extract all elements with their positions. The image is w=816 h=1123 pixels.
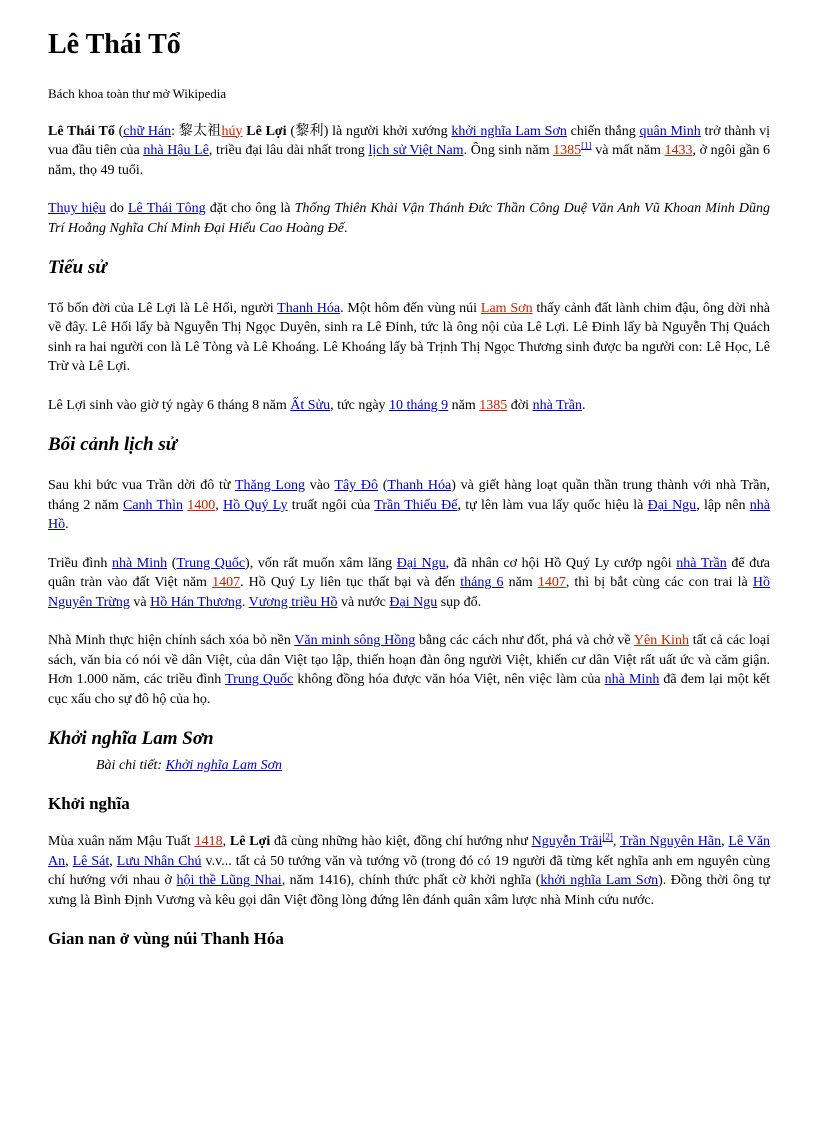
link-thanh-hoa[interactable]: Thanh Hóa bbox=[277, 300, 341, 316]
detail-note: Bài chi tiết: Khởi nghĩa Lam Sơn bbox=[96, 757, 283, 773]
link-ho-quy-ly[interactable]: Hồ Quý Ly bbox=[223, 497, 288, 513]
link-canh-thin[interactable]: Canh Thìn bbox=[122, 497, 183, 513]
link-1385-b[interactable]: 1385 bbox=[479, 397, 508, 413]
thuy-hieu-title: Thống Thiên Khải Vận Thánh Đức Thần Công Duệ Văn Anh Vũ Khoan Minh Dũng Trí Hoằng Nghĩa Chí Minh Đại Hiếu Cao Hoàng Đế bbox=[48, 201, 771, 236]
bold-le-loi-b: Lê Lợi bbox=[229, 834, 271, 850]
link-detail-khoi-nghia-lam-son[interactable]: Khởi nghĩa Lam Sơn bbox=[165, 757, 283, 773]
footnote-1[interactable]: [1] bbox=[581, 140, 592, 151]
link-1418[interactable]: 1418 bbox=[194, 834, 223, 850]
link-khoi-nghia-lam-son-b[interactable]: khởi nghĩa Lam Sơn bbox=[540, 873, 659, 889]
link-luu-nhan-chu[interactable]: Lưu Nhân Chú bbox=[116, 853, 202, 869]
boi-canh-paragraph-1: Sau khi bức vua Trần dời đô từ Thăng Long vào Tây Đô (Thanh Hóa) và giết hàng loạt quần thần trung thành với nhà Trần, tháng 2 năm Canh Thìn 1400, Hồ Quý Ly truất ngôi của Trần Thiếu Đế, tự lên làm vua lấy quốc hiệu là Đại Ngu, lập nên nhà Hồ. bbox=[48, 478, 770, 533]
link-1407-a[interactable]: 1407 bbox=[212, 575, 241, 591]
link-trung-quoc-b[interactable]: Trung Quốc bbox=[225, 672, 294, 688]
link-nguyen-trai[interactable]: Nguyễn Trãi bbox=[531, 834, 603, 850]
link-1407-b[interactable]: 1407 bbox=[537, 575, 566, 591]
tieu-su-paragraph-1: Tổ bốn đời của Lê Lợi là Lê Hối, người Thanh Hóa. Một hôm đến vùng núi Lam Sơn thấy cảnh đất lành chim đậu, ông dời nhà về đây. Lê Hối lấy bà Nguyễn Thị Ngọc Duyên, sinh ra Lê Đinh, tức là ông nội của Lê Lợi. Lê Đinh lấy bà Nguyễn Thị Quách sinh ra hai người con là Lê Tòng và Lê Khoáng. Lê Khoáng lấy bà Trịnh Thị Ngọc Thương sinh được ba người con: Lê Học, Lê Trừ và Lê Lợi. bbox=[48, 300, 770, 375]
section-heading-boi-canh: Bối cảnh lịch sử bbox=[48, 434, 178, 456]
link-lich-su-viet-nam[interactable]: lịch sử Việt Nam bbox=[368, 143, 464, 159]
link-le-sat[interactable]: Lê Sát bbox=[72, 853, 110, 869]
link-tran-thieu-de[interactable]: Trần Thiếu Đế bbox=[374, 497, 458, 513]
article bbox=[48, 28, 770, 968]
page-title: Lê Thái Tổ bbox=[48, 29, 181, 60]
bold-le-loi: Lê Lợi bbox=[246, 123, 287, 139]
intro-paragraph: Lê Thái Tổ (chữ Hán: 黎太祖húy Lê Lợi (黎利) là người khởi xướng khởi nghĩa Lam Sơn chiến thắng quân Minh trở thành vị vua đầu tiên của nhà Hậu Lê, triều đại lâu dài nhất trong lịch sử Việt Nam. Ông sinh năm 1385[1] và mất năm 1433, ở ngôi gần 6 năm, thọ 49 tuổi. bbox=[48, 123, 770, 178]
link-quan-minh[interactable]: quân Minh bbox=[639, 123, 701, 139]
link-van-minh-song-hong[interactable]: Văn minh sông Hồng bbox=[294, 633, 416, 649]
link-1433[interactable]: 1433 bbox=[664, 143, 693, 159]
link-yen-kinh[interactable]: Yên Kinh bbox=[633, 633, 689, 649]
link-ho-han-thuong[interactable]: Hồ Hán Thương bbox=[150, 594, 242, 610]
link-thuy-hieu[interactable]: Thụy hiệu bbox=[48, 201, 106, 217]
link-tay-do[interactable]: Tây Đô bbox=[334, 478, 379, 494]
link-at-suu[interactable]: Ất Sửu bbox=[290, 397, 331, 413]
link-nha-tran[interactable]: nhà Trần bbox=[532, 397, 582, 413]
link-nha-minh[interactable]: nhà Minh bbox=[111, 555, 168, 571]
link-tran-nguyen-han[interactable]: Trần Nguyên Hãn bbox=[619, 834, 722, 850]
link-dai-ngu[interactable]: Đại Ngu bbox=[647, 497, 697, 513]
link-dai-ngu-c[interactable]: Đại Ngu bbox=[389, 594, 438, 610]
link-hoi-the-lung-nhai[interactable]: hội thề Lũng Nhai bbox=[176, 873, 282, 889]
section-heading-khoi-nghia: Khởi nghĩa bbox=[48, 793, 130, 813]
link-le-thai-tong[interactable]: Lê Thái Tông bbox=[127, 201, 206, 217]
boi-canh-paragraph-2: Triều đình nhà Minh (Trung Quốc), vốn rất muốn xâm lăng Đại Ngu, đã nhân cơ hội Hồ Quý Ly cướp ngôi nhà Trần để đưa quân tràn vào đất Việt năm 1407. Hồ Quý Ly liên tục thất bại và đến tháng 6 năm 1407, thì bị bắt cùng các con trai là Hồ Nguyên Trừng và Hồ Hán Thương. Vương triều Hồ và nước Đại Ngu sụp đổ. bbox=[48, 555, 771, 610]
tieu-su-paragraph-2: Lê Lợi sinh vào giờ tý ngày 6 tháng 8 năm Ất Sửu, tức ngày 10 tháng 9 năm 1385 đời nhà Trần. bbox=[48, 397, 586, 413]
section-heading-tieu-su: Tiểu sử bbox=[48, 257, 107, 279]
link-thang-long[interactable]: Thăng Long bbox=[234, 478, 305, 494]
link-nha-hau-le[interactable]: nhà Hậu Lê bbox=[143, 143, 209, 159]
link-nha-tran-b[interactable]: nhà Trần bbox=[676, 555, 727, 571]
link-thanh-hoa-b[interactable]: Thanh Hóa bbox=[387, 478, 452, 494]
link-huy[interactable]: húy bbox=[221, 123, 243, 139]
khoi-nghia-paragraph-1: Mùa xuân năm Mậu Tuất 1418, Lê Lợi đã cùng những hào kiệt, đồng chí hướng như Nguyễn Trãi[2], Trần Nguyên Hãn, Lê Văn An, Lê Sát, Lưu Nhân Chú v.v... tất cả 50 tướng văn và tướng võ (trong đó có 19 người đã từng kết nghĩa anh em nguyên cùng chí hướng với nhau ở hội thề Lũng Nhai, năm 1416), chính thức phất cờ khởi nghĩa (khởi nghĩa Lam Sơn). Đồng thời ông tự xưng là Bình Định Vương và kêu gọi dân Việt đồng lòng đứng lên đánh quân xâm lược nhà Minh cứu nước. bbox=[48, 831, 771, 908]
link-le-van-an[interactable]: Lê Văn An bbox=[48, 834, 771, 869]
link-chu-han[interactable]: chữ Hán bbox=[123, 123, 172, 139]
section-heading-gian-nan: Gian nan ở vùng núi Thanh Hóa bbox=[48, 929, 284, 949]
link-nha-ho[interactable]: nhà Hồ bbox=[48, 497, 770, 533]
link-vuong-trieu-ho[interactable]: Vương triều Hồ bbox=[248, 594, 338, 610]
boi-canh-paragraph-3: Nhà Minh thực hiện chính sách xóa bỏ nền Văn minh sông Hồng bằng các cách như đốt, phá và chở về Yên Kinh tất cả các loại sách, văn bia có nói về dân Việt, của dân Việt tạo lập, thiến hoạn đàn ông người Việt, khiến cư dân Việt rất uất ức và căm giận. Hơn 1.000 năm, các triều đình Trung Quốc không đồng hóa được văn hóa Việt, nên việc làm của nhà Minh đã đem lại một kết cục xấu cho sự đô hộ của họ. bbox=[48, 633, 770, 707]
link-1385[interactable]: 1385 bbox=[553, 143, 582, 159]
link-dai-ngu-b[interactable]: Đại Ngu bbox=[396, 555, 446, 571]
link-10-thang-9[interactable]: 10 tháng 9 bbox=[389, 397, 449, 413]
link-khoi-nghia-lam-son[interactable]: khởi nghĩa Lam Sơn bbox=[451, 123, 567, 139]
page-subtitle: Bách khoa toàn thư mở Wikipedia bbox=[48, 85, 227, 101]
thuy-hieu-paragraph: Thụy hiệu do Lê Thái Tông đặt cho ông là Thống Thiên Khải Vận Thánh Đức Thần Công Duệ Văn Anh Vũ Khoan Minh Dũng Trí Hoằng Nghĩa Chí Minh Đại Hiếu Cao Hoàng Đế. bbox=[48, 201, 771, 236]
link-trung-quoc[interactable]: Trung Quốc bbox=[176, 555, 246, 571]
link-lam-son[interactable]: Lam Sơn bbox=[480, 300, 533, 316]
link-nha-minh-b[interactable]: nhà Minh bbox=[604, 672, 660, 688]
bold-name: Lê Thái Tổ bbox=[48, 123, 115, 139]
link-thang-6[interactable]: tháng 6 bbox=[460, 575, 504, 591]
footnote-2[interactable]: [2] bbox=[602, 831, 613, 842]
section-heading-khoi-nghia-lam-son: Khởi nghĩa Lam Sơn bbox=[48, 728, 214, 750]
link-ho-nguyen-trung[interactable]: Hồ Nguyên Trừng bbox=[48, 575, 771, 610]
link-1400[interactable]: 1400 bbox=[187, 497, 216, 513]
